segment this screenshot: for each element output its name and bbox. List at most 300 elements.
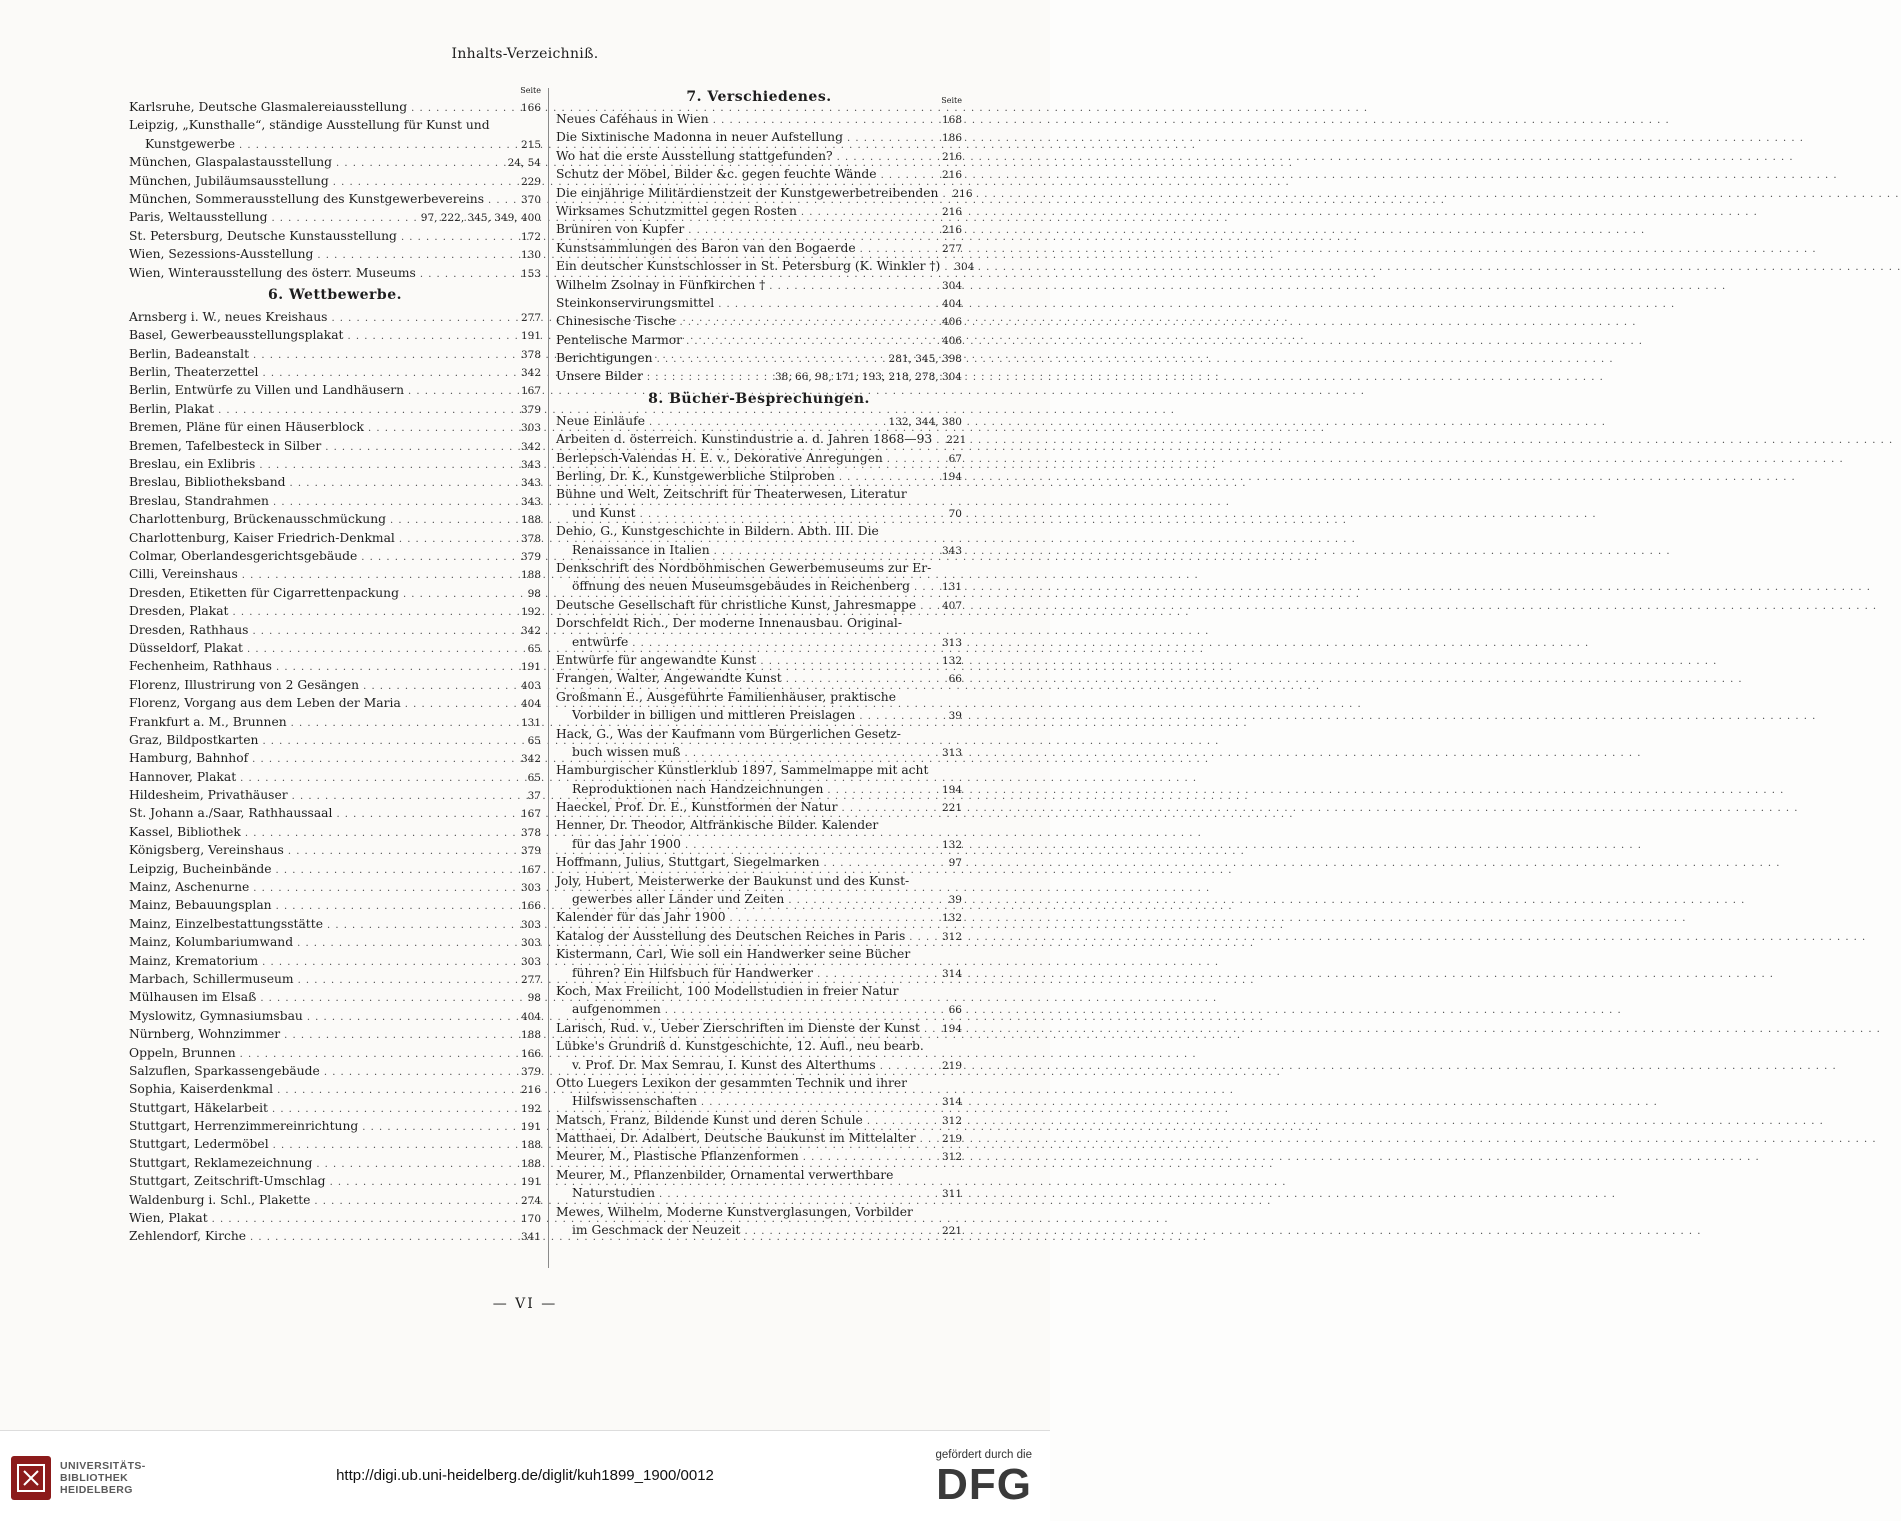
leader-dots: [680, 312, 938, 332]
entry-page: 216: [952, 187, 973, 200]
leader-dots: [887, 449, 945, 469]
index-entry: [556, 945, 962, 963]
index-entry: [129, 621, 541, 639]
entry-title: Mainz, Aschenurne: [129, 880, 250, 895]
entry-title: Florenz, Illustrirung von 2 Gesängen: [129, 677, 360, 692]
leader-dots: [218, 400, 517, 420]
entry-title: Charlottenburg, Kaiser Friedrich-Denkmal: [129, 530, 395, 545]
index-entry: [129, 804, 541, 822]
entry-title: München, Glaspalastausstellung: [129, 155, 333, 170]
index-entry: [129, 657, 541, 675]
index-entry: [556, 725, 962, 743]
entry-page: 274: [520, 1194, 541, 1207]
entry-page: 216: [941, 169, 962, 182]
entry-title: Berlepsch-Valendas H. E. v., Dekorative Anregungen: [556, 450, 883, 465]
index-entry: [556, 798, 962, 816]
entry-page: 342: [520, 753, 541, 766]
entry-title: Berling, Dr. K., Kunstgewerbliche Stilproben: [556, 469, 835, 484]
leader-dots: [701, 1092, 938, 1112]
entry-title: buch wissen muß: [572, 744, 681, 759]
entry-title: Berlin, Entwürfe zu Villen und Landhäusern: [129, 383, 405, 398]
leader-dots: [685, 743, 938, 763]
entry-title: Marbach, Schillermuseum: [129, 971, 294, 986]
entry-page: 98: [527, 992, 541, 1005]
library-line-2: BIBLIOTHEK: [60, 1472, 129, 1484]
entry-page: 311: [941, 1188, 962, 1201]
entry-page: 379: [520, 845, 541, 858]
entry-page: 303: [520, 937, 541, 950]
leader-dots: [909, 927, 938, 947]
index-entry: [556, 1147, 962, 1165]
leader-dots: [232, 602, 516, 622]
leader-dots: [242, 565, 517, 585]
entry-title: Stuttgart, Zeitschrift-Umschlag: [129, 1174, 326, 1189]
entry-page: 229: [520, 175, 541, 188]
entry-title: Dresden, Etiketten für Cigarrettenpackung: [129, 585, 399, 600]
index-entry: [556, 780, 962, 798]
entry-title: Kunstgewerbe: [145, 136, 235, 151]
leader-dots: [273, 492, 517, 512]
entry-title: Zehlendorf, Kirche: [129, 1229, 247, 1244]
entry-page: 341: [520, 1231, 541, 1244]
entry-title: Kunstsammlungen des Baron van den Bogaerde: [556, 240, 856, 255]
entry-title: Mainz, Krematorium: [129, 953, 259, 968]
index-entry: [556, 853, 962, 871]
index-entry: [556, 504, 962, 522]
entry-title: Matthaei, Dr. Adalbert, Deutsche Baukunst im Mittelalter: [556, 1131, 916, 1146]
leader-dots: [408, 381, 517, 401]
entry-page: 342: [520, 624, 541, 637]
entry-title: Mainz, Einzelbestattungsstätte: [129, 916, 323, 931]
index-entry: [129, 676, 541, 694]
leader-dots: [685, 835, 938, 855]
entry-page: 219: [941, 1133, 962, 1146]
leader-dots: [330, 1172, 517, 1192]
index-entry: [556, 202, 962, 220]
entry-page: 167: [520, 385, 541, 398]
entry-page: 170: [520, 1213, 541, 1226]
leader-dots: [665, 1000, 945, 1020]
entry-page: 343: [520, 477, 541, 490]
leader-dots: [839, 467, 938, 487]
entry-title: aufgenommen: [572, 1002, 661, 1017]
entry-title: Mülhausen im Elsaß: [129, 990, 257, 1005]
entry-title: Karlsruhe, Deutsche Glasmalereiausstellung: [129, 100, 408, 114]
leader-dots: [347, 326, 516, 346]
entry-title: Dorschfeldt Rich., Der moderne Innenausbau. Original-: [556, 616, 903, 631]
entry-page: 38, 66, 98, 171, 193, 218, 278, 304: [774, 371, 962, 384]
index-entry: [556, 485, 962, 503]
entry-page: 186: [941, 132, 962, 145]
leader-dots: [827, 780, 938, 800]
index-entry: [556, 467, 962, 485]
entry-page: 98: [527, 587, 541, 600]
leader-dots: [403, 584, 524, 604]
entry-title: Meurer, M., Plastische Pflanzenformen: [556, 1149, 799, 1164]
index-entry: [129, 1099, 541, 1117]
index-entry: [556, 1111, 962, 1129]
entry-title: führen? Ein Hilfsbuch für Handwerker: [572, 965, 814, 980]
index-entry: [129, 510, 541, 528]
leader-dots: [277, 1080, 517, 1100]
index-entry: [556, 1221, 962, 1239]
entry-page: 303: [520, 955, 541, 968]
leader-dots: [245, 823, 517, 843]
entry-title: Stuttgart, Herrenzimmereinrichtung: [129, 1119, 359, 1134]
leader-dots: [803, 1147, 938, 1167]
leader-dots: [801, 202, 938, 222]
index-entry: [129, 1007, 541, 1025]
entry-title: Kistermann, Carl, Wie soll ein Handwerker seine Bücher: [556, 947, 911, 962]
entry-page: 131: [520, 716, 541, 729]
entry-page: 67: [948, 452, 962, 465]
index-entry: [129, 1025, 541, 1043]
entry-page: 404: [520, 1010, 541, 1023]
entry-title: Frangen, Walter, Angewandte Kunst: [556, 671, 782, 686]
leader-dots: [276, 657, 517, 677]
leader-dots: [936, 430, 942, 450]
index-entry: [129, 455, 541, 473]
index-entry: [556, 614, 962, 632]
index-entry: [129, 639, 541, 657]
index-entry: [129, 823, 541, 841]
entry-title: Ein deutscher Kunstschlosser in St. Petersburg (K. Winkler †): [556, 259, 941, 274]
index-entry: [556, 1166, 962, 1184]
entry-page: 153: [520, 267, 541, 280]
entry-title: Renaissance in Italien: [572, 542, 710, 557]
entry-title: Steinkonservirungsmittel: [556, 295, 715, 310]
entry-page: 219: [941, 1059, 962, 1072]
index-entry: [129, 1080, 541, 1098]
leader-dots: [847, 128, 938, 148]
entry-title: Naturstudien: [572, 1186, 656, 1201]
index-entry: [556, 669, 962, 687]
leader-dots: [760, 651, 938, 671]
leader-dots: [297, 933, 517, 953]
entry-page: 39: [948, 710, 962, 723]
entry-title: Koch, Max Freilicht, 100 Modellstudien in freier Natur: [556, 983, 899, 998]
entry-title: Kassel, Bibliothek: [129, 824, 241, 839]
entry-title: Berlin, Theaterzettel: [129, 365, 259, 380]
entry-title: Dresden, Plakat: [129, 604, 229, 619]
leader-dots: [730, 908, 938, 928]
entry-title: Wien, Plakat: [129, 1211, 208, 1226]
entry-title: Larisch, Rud. v., Ueber Zierschriften im Dienste der Kunst: [556, 1020, 920, 1035]
index-entry: [129, 1209, 541, 1227]
entry-title: Die einjährige Militärdienstzeit der Kunstgewerbetreibenden: [556, 185, 939, 200]
entry-page: 172: [520, 230, 541, 243]
index-entry: [129, 326, 541, 344]
leader-dots: [240, 768, 523, 788]
leader-dots: [686, 331, 938, 351]
entry-page: 313: [941, 746, 962, 759]
entry-page: 314: [941, 1096, 962, 1109]
entry-title: Meurer, M., Pflanzenbilder, Ornamental verwerthbare: [556, 1167, 894, 1182]
entry-page: 313: [941, 636, 962, 649]
leader-dots: [317, 245, 517, 265]
entry-title: St. Johann a./Saar, Rathhaussaal: [129, 806, 333, 821]
section-8-list: [556, 412, 967, 1240]
index-entry: [129, 190, 541, 208]
entry-title: Deutsche Gesellschaft für christliche Kunst, Jahresmappe: [556, 597, 917, 612]
entry-page: 379: [520, 1065, 541, 1078]
entry-page: 66: [948, 1004, 962, 1017]
entry-title: Wilhelm Zsolnay in Fünfkirchen †: [556, 277, 766, 292]
entry-title: für das Jahr 1900: [572, 836, 681, 851]
entry-title: Frankfurt a. M., Brunnen: [129, 714, 287, 729]
entry-title: Nürnberg, Wohnzimmer: [129, 1027, 281, 1042]
index-entry: [556, 559, 962, 577]
entry-title: Henner, Dr. Theodor, Altfränkische Bilder. Kalender: [556, 818, 879, 833]
permalink-url[interactable]: http://digi.ub.uni-heidelberg.de/diglit/kuh1899_1900/0012: [336, 1467, 714, 1484]
entry-page: 132, 344, 380: [888, 415, 962, 428]
entry-page: 404: [520, 698, 541, 711]
leader-dots: [239, 135, 517, 155]
entry-title: gewerbes aller Länder und Zeiten: [572, 892, 785, 907]
index-entry: [556, 331, 962, 349]
entry-page: 191: [520, 1176, 541, 1189]
leader-dots: [260, 988, 523, 1008]
entry-page: 188: [520, 1139, 541, 1152]
leader-dots: [252, 749, 517, 769]
entry-page: 194: [941, 471, 962, 484]
index-entry: [556, 276, 962, 294]
entry-title: Joly, Hubert, Meisterwerke der Baukunst und des Kunst-: [556, 873, 910, 888]
entry-title: Hildesheim, Privathäuser: [129, 788, 288, 803]
entry-title: Leipzig, Bucheinbände: [129, 861, 272, 876]
index-entry: [129, 878, 541, 896]
entry-page: 194: [941, 1022, 962, 1035]
entry-title: Berichtigungen: [556, 351, 653, 366]
index-entry: [556, 430, 967, 448]
entry-page: 407: [941, 599, 962, 612]
leader-dots: [363, 676, 517, 696]
entry-page: 130: [520, 249, 541, 262]
entry-page: 192: [520, 1102, 541, 1115]
entry-page: 188: [520, 1157, 541, 1170]
page-folio: — VI —: [492, 1296, 558, 1312]
entry-title: Stuttgart, Reklamezeichnung: [129, 1155, 313, 1170]
entry-title: Wo hat die erste Ausstellung stattgefunden?: [556, 148, 833, 163]
index-entry: [129, 363, 541, 381]
entry-page: 277: [520, 973, 541, 986]
entry-page: 312: [941, 1114, 962, 1127]
entry-title: Arbeiten d. österreich. Kunstindustrie a. d. Jahren 1868—93: [556, 432, 933, 447]
leader-dots: [713, 110, 938, 130]
leader-dots: [291, 713, 517, 733]
entry-title: Großmann E., Ausgeführte Familienhäuser, praktische: [556, 689, 897, 704]
entry-title: Vorbilder in billigen und mittleren Preislagen: [572, 708, 856, 723]
entry-title: Charlottenburg, Brückenausschmückung: [129, 512, 386, 527]
index-entry: [129, 1135, 541, 1153]
leader-dots: [288, 841, 517, 861]
index-entry: [556, 743, 962, 761]
entry-title: Wirksames Schutzmittel gegen Rosten: [556, 203, 797, 218]
entry-title: Pentelische Marmor: [556, 332, 683, 347]
leader-dots: [399, 529, 517, 549]
leader-dots: [944, 257, 950, 277]
index-entry: [129, 841, 541, 859]
index-entry: [129, 153, 541, 171]
leader-dots: [276, 896, 517, 916]
entry-page: 66: [948, 673, 962, 686]
leader-dots: [924, 1019, 938, 1039]
leader-dots: [272, 1099, 517, 1119]
entry-page: 216: [520, 1084, 541, 1097]
leader-dots: [411, 98, 517, 118]
entry-page: 24, 54: [507, 157, 541, 170]
leader-dots: [632, 633, 938, 653]
entry-title: Colmar, Oberlandesgerichtsgebäude: [129, 548, 358, 563]
entry-title: Die Sixtinische Madonna in neuer Aufstellung: [556, 130, 843, 145]
entry-title: Neues Caféhaus in Wien: [556, 112, 709, 126]
entry-page: 188: [520, 1029, 541, 1042]
leader-dots: [859, 706, 944, 726]
entry-page: 188: [520, 569, 541, 582]
leader-dots: [262, 731, 523, 751]
leader-dots: [420, 264, 517, 284]
leader-dots: [361, 547, 517, 567]
index-entry: [129, 400, 541, 418]
leader-dots: [881, 165, 938, 185]
entry-title: Bühne und Welt, Zeitschrift für Theaterwesen, Literatur: [556, 487, 907, 502]
entry-page: 221: [941, 802, 962, 815]
index-entry: [129, 1154, 541, 1172]
index-entry: [556, 1092, 962, 1110]
leader-dots: [253, 345, 517, 365]
entry-page: 166: [520, 900, 541, 913]
entry-page: 167: [520, 863, 541, 876]
entry-title: Hannover, Plakat: [129, 769, 237, 784]
leader-dots: [240, 1044, 517, 1064]
entry-page: 168: [941, 114, 962, 126]
entry-title: Düsseldorf, Plakat: [129, 640, 243, 655]
entry-page: 191: [520, 661, 541, 674]
leader-dots: [247, 639, 524, 659]
entry-title: öffnung des neuen Museumsgebäudes in Reichenberg: [572, 579, 911, 594]
entry-title: Mainz, Kolumbariumwand: [129, 935, 294, 950]
entry-page: 403: [520, 679, 541, 692]
index-entry: [556, 449, 962, 467]
left-column: [129, 84, 541, 1246]
index-entry: [556, 165, 962, 183]
section-6-heading: 6. Wettbewerbe.: [267, 286, 402, 303]
entry-page: 406: [941, 334, 962, 347]
leader-dots: [327, 915, 517, 935]
entry-page: 406: [941, 316, 962, 329]
index-entry: [129, 860, 541, 878]
index-entry: [129, 713, 541, 731]
leader-dots: [253, 878, 517, 898]
entry-page: 132: [941, 654, 962, 667]
leader-dots: [744, 1221, 937, 1241]
index-entry: [556, 1056, 962, 1074]
index-entry: [556, 110, 962, 128]
entry-page: 39: [948, 894, 962, 907]
index-entry: [556, 890, 962, 908]
leader-dots: [290, 473, 517, 493]
leader-dots: [390, 510, 517, 530]
index-entry: [556, 982, 962, 1000]
leader-dots: [880, 1056, 938, 1076]
entry-page: 97, 222, 345, 349, 400: [420, 212, 541, 225]
leader-dots: [336, 153, 504, 173]
index-entry: [129, 749, 541, 767]
entry-title: Stuttgart, Häkelarbeit: [129, 1100, 268, 1115]
seite-label-right: Seite: [941, 96, 962, 105]
leader-dots: [259, 455, 517, 475]
entry-title: Entwürfe für angewandte Kunst: [556, 652, 757, 667]
index-entry: [129, 418, 541, 436]
leader-dots: [714, 541, 938, 561]
index-entry: [129, 1191, 541, 1209]
section-7-heading: 7. Verschiedenes.: [686, 89, 832, 105]
leader-dots: [920, 1129, 938, 1149]
index-entry: [556, 835, 962, 853]
entry-page: 221: [946, 434, 967, 447]
index-entry: [129, 308, 541, 326]
entry-title: Cilli, Vereinshaus: [129, 567, 238, 582]
entry-title: Katalog der Ausstellung des Deutschen Reiches in Paris: [556, 928, 906, 943]
entry-page: 167: [520, 808, 541, 821]
index-entry: [556, 541, 962, 559]
entry-title: Myslowitz, Gymnasiumsbau: [129, 1008, 303, 1023]
index-entry: [129, 208, 541, 226]
entry-title: Wien, Winterausstellung des österr. Museums: [129, 265, 416, 280]
entry-title: Paris, Weltausstellung: [129, 210, 268, 225]
index-entry: [556, 1074, 962, 1092]
index-entry: [129, 786, 541, 804]
entry-page: 216: [941, 205, 962, 218]
index-entry: [556, 412, 962, 430]
entry-page: 65: [527, 642, 541, 655]
entry-title: Leipzig, „Kunsthalle“, ständige Ausstellung für Kunst und: [129, 118, 490, 133]
index-entry: [129, 135, 541, 153]
index-entry: [556, 596, 962, 614]
library-line-3: HEIDELBERG: [60, 1484, 133, 1496]
entry-page: 312: [941, 930, 962, 943]
entry-title: Wien, Sezessions-Ausstellung: [129, 247, 314, 262]
index-entry: [556, 128, 962, 146]
index-entry: [129, 694, 541, 712]
entry-title: Graz, Bildpostkarten: [129, 732, 259, 747]
entry-page: 304: [941, 279, 962, 292]
entry-page: 65: [527, 734, 541, 747]
sponsor-block[interactable]: [935, 1449, 1032, 1509]
entry-title: München, Sommerausstellung des Kunstgewerbevereins: [129, 191, 485, 206]
leader-dots: [324, 1062, 517, 1082]
entry-title: München, Jubiläumsausstellung: [129, 173, 329, 188]
index-entry: [556, 257, 975, 275]
entry-page: 166: [520, 1047, 541, 1060]
leader-dots: [401, 227, 517, 247]
leader-dots: [769, 276, 938, 296]
leader-dots: [786, 669, 945, 689]
entry-title: Brüniren von Kupfer: [556, 222, 685, 237]
index-entry: [129, 933, 541, 951]
leader-dots: [788, 890, 944, 910]
entry-page: 342: [520, 440, 541, 453]
entry-title: Oppeln, Brunnen: [129, 1045, 236, 1060]
entry-page: 191: [520, 330, 541, 343]
entry-page: 65: [527, 771, 541, 784]
entry-page: 379: [520, 550, 541, 563]
entry-title: Otto Luegers Lexikon der gesammten Technik und ihrer: [556, 1075, 908, 1090]
index-entry: [129, 731, 541, 749]
entry-title: Arnsberg i. W., neues Kreishaus: [129, 309, 328, 324]
leader-dots: [325, 437, 517, 457]
leader-dots: [688, 220, 938, 240]
